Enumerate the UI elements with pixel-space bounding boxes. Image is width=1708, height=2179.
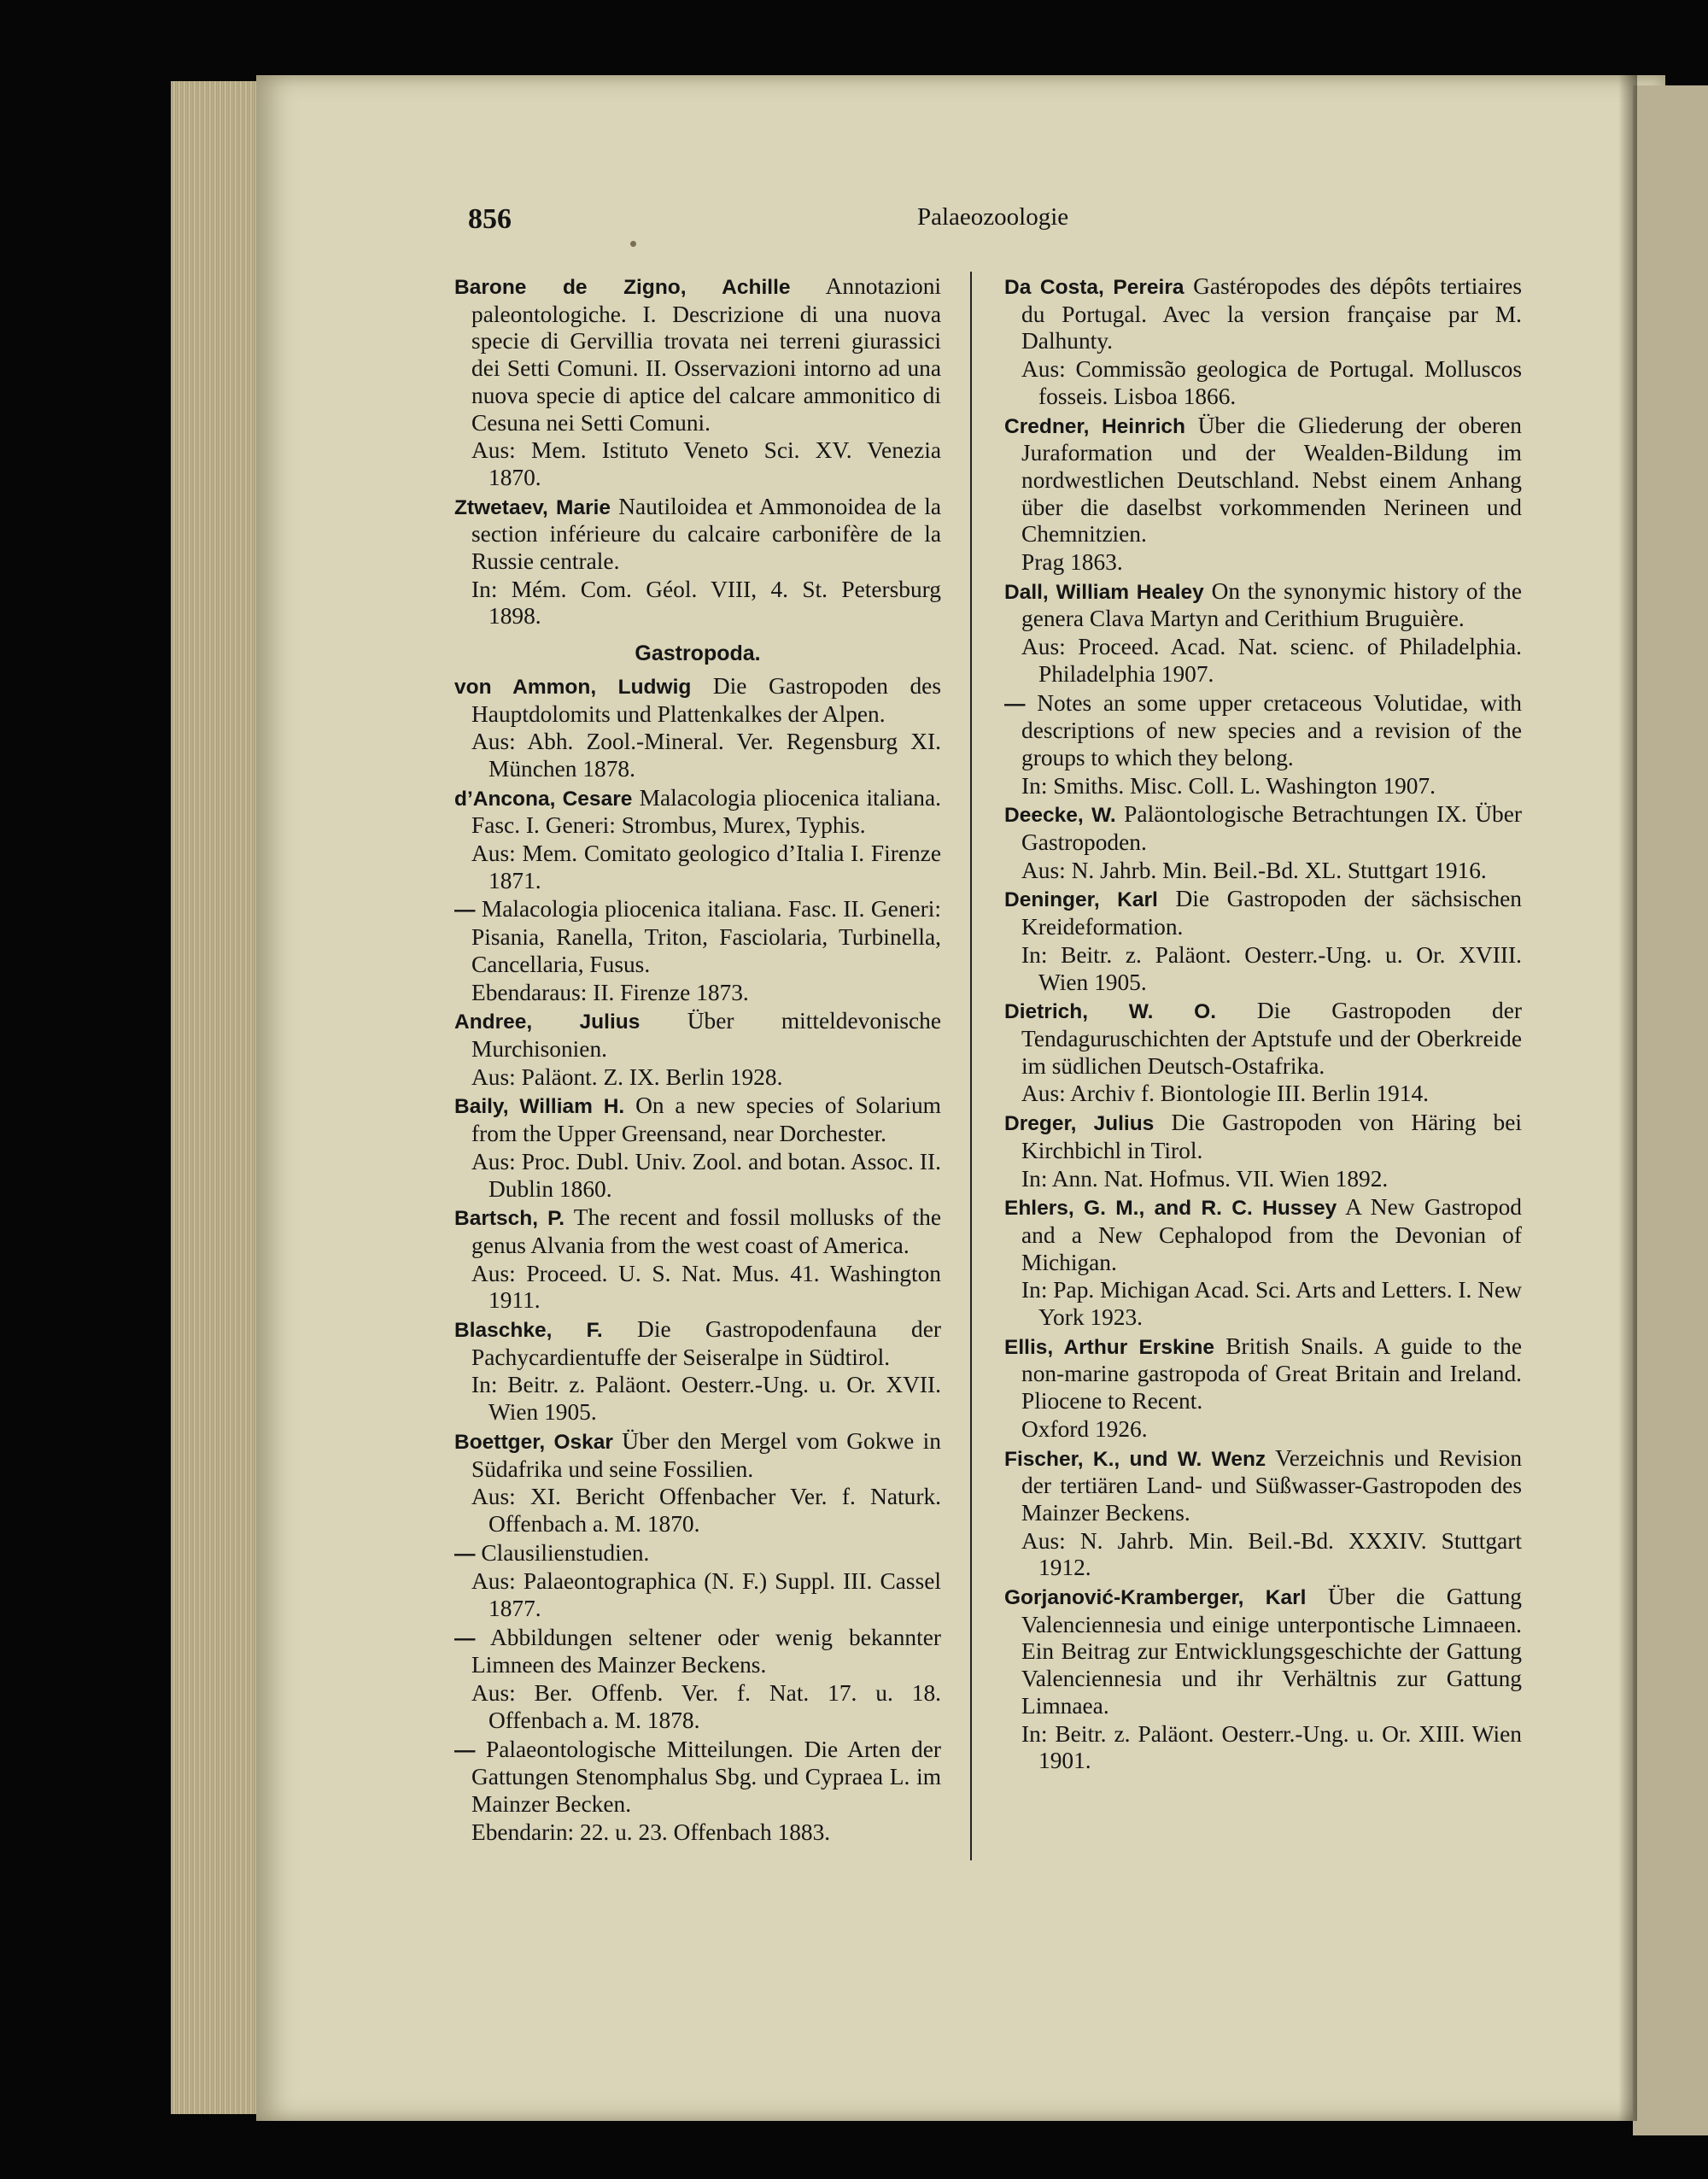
bibliography-entry bbox=[454, 1737, 941, 1819]
bibliography-entry bbox=[1004, 690, 1522, 772]
work-title: Die Gastropoden der Tendaguruschichten der Aptstufe und der Oberkreide im südlichen Deutsch-Ostafrika. bbox=[1021, 998, 1522, 1079]
author-name: Bartsch, P. bbox=[454, 1207, 565, 1231]
left-entries-top bbox=[454, 273, 941, 630]
author-name: Deecke, W. bbox=[1004, 804, 1116, 828]
column-divider bbox=[970, 272, 972, 1860]
source-reference: In: Beitr. z. Paläont. Oesterr.-Ung. u. Or. XVIII. Wien 1905. bbox=[1021, 941, 1522, 995]
left-entries bbox=[454, 673, 941, 1847]
author-name: Andree, Julius bbox=[454, 1010, 640, 1034]
bibliography-entry bbox=[1004, 1194, 1522, 1276]
work-title: Die Gastropoden von Häring bei Kirchbichl in Tirol. bbox=[1021, 1110, 1522, 1163]
author-name: — bbox=[1004, 692, 1026, 716]
source-reference: Prag 1863. bbox=[1021, 549, 1123, 576]
work-title: Die Gastropoden des Hauptdolomits und Plattenkalkes der Alpen. bbox=[471, 672, 941, 727]
bibliography-entry bbox=[454, 673, 941, 728]
source-reference: Aus: Paläont. Z. IX. Berlin 1928. bbox=[471, 1063, 783, 1090]
work-title: Palaeontologische Mitteilungen. Die Arten der Gattungen Stenomphalus Sbg. und Cypraea L. im Mainzer Becken. bbox=[471, 1736, 941, 1817]
work-title: Über den Mergel vom Gokwe in Südafrika und seine Fossilien. bbox=[471, 1427, 941, 1482]
source-reference: In: Smiths. Misc. Coll. L. Washington 1907. bbox=[1021, 772, 1436, 799]
source-reference: Aus: Commissão geologica de Portugal. Molluscos fosseis. Lisboa 1866. bbox=[1021, 356, 1522, 409]
bibliography-entry bbox=[454, 1316, 941, 1371]
work-title: Verzeichnis und Revision der tertiären Land- und Süßwasser-Gastropoden des Mainzer Beckens. bbox=[1021, 1444, 1523, 1526]
bibliography-entry bbox=[454, 1625, 941, 1679]
bibliography-entry bbox=[454, 896, 941, 978]
bibliography-entry bbox=[1004, 578, 1522, 633]
work-title: Gastéropodes des dépôts tertiaires du Portugal. Avec la version française par M. Dalhunty. bbox=[1021, 273, 1523, 354]
ink-speck bbox=[630, 241, 636, 247]
author-name: Barone de Zigno, Achille bbox=[454, 276, 791, 299]
source-reference: In: Beitr. z. Paläont. Oesterr.-Ung. u. Or. XIII. Wien 1901. bbox=[1021, 1720, 1522, 1774]
source-reference: Oxford 1926. bbox=[1021, 1415, 1148, 1442]
section-heading: Gastropoda. bbox=[635, 641, 761, 666]
bibliography-entry bbox=[1004, 1445, 1522, 1527]
bibliography-entry bbox=[1004, 998, 1522, 1080]
running-title: Palaeozoologie bbox=[917, 203, 1069, 231]
bibliography-entry bbox=[1004, 1110, 1522, 1164]
author-name: Fischer, K., und W. Wenz bbox=[1004, 1447, 1266, 1471]
author-name: von Ammon, Ludwig bbox=[454, 675, 692, 699]
source-reference: Aus: Proceed. Acad. Nat. scienc. of Philadelphia. Philadelphia 1907. bbox=[1021, 634, 1522, 687]
author-name: Boettger, Oskar bbox=[454, 1430, 613, 1454]
work-title: Abbildungen seltener oder wenig bekannter Limneen des Mainzer Beckens. bbox=[471, 1624, 941, 1678]
bibliography-entry bbox=[454, 785, 941, 840]
work-title: Die Gastropodenfauna der Pachycardientuffe der Seiseralpe in Südtirol. bbox=[471, 1316, 941, 1370]
bibliography-entry bbox=[454, 273, 941, 436]
source-reference: Aus: XI. Bericht Offenbacher Ver. f. Naturk. Offenbach a. M. 1870. bbox=[471, 1484, 941, 1537]
author-name: Dietrich, W. O. bbox=[1004, 1000, 1217, 1024]
work-title: Über mitteldevonische Murchisonien. bbox=[471, 1008, 941, 1062]
bibliography-entry bbox=[454, 1428, 941, 1483]
source-reference: In: Pap. Michigan Acad. Sci. Arts and Letters. I. New York 1923. bbox=[1021, 1277, 1522, 1331]
work-title: Notes an some upper cretaceous Volutidae, with descriptions of new species and a revision of the groups to which they belong. bbox=[1021, 689, 1522, 770]
work-title: Annotazioni paleontologiche. I. Descrizione di una nuova specie di Gervillia trovata nei terreni giurassici dei Setti Comuni. II. Osservazioni intorno ad una nuova specie di aptice del calcare ammonitico di Cesuna nei Setti Comuni. bbox=[471, 273, 941, 436]
source-reference: Aus: Abh. Zool.-Mineral. Ver. Regensburg XI. München 1878. bbox=[471, 729, 941, 782]
bibliography-entry bbox=[454, 494, 941, 576]
work-title: A New Gastropod and a New Cephalopod from the Devonian of Michigan. bbox=[1021, 1194, 1522, 1275]
work-title: Paläontologische Betrachtungen IX. Über Gastropoden. bbox=[1021, 801, 1523, 856]
author-name: Baily, William H. bbox=[454, 1095, 625, 1119]
author-name: Dall, William Healey bbox=[1004, 580, 1204, 604]
author-name: Da Costa, Pereira bbox=[1004, 276, 1184, 299]
author-name: Credner, Heinrich bbox=[1004, 414, 1185, 438]
source-reference: Aus: Ber. Offenb. Ver. f. Nat. 17. u. 18. Offenbach a. M. 1878. bbox=[471, 1680, 941, 1733]
source-reference: In: Mém. Com. Géol. VIII, 4. St. Petersburg 1898. bbox=[471, 576, 941, 630]
bibliography-entry bbox=[454, 1204, 941, 1259]
author-name: Ehlers, G. M., and R. C. Hussey bbox=[1004, 1197, 1337, 1221]
author-name: Gorjanović-Kramberger, Karl bbox=[1004, 1586, 1307, 1610]
work-title: Malacologia pliocenica italiana. Fasc. II. Generi: Pisania, Ranella, Triton, Fasciolaria, Turbinella, Cancellaria, Fusus. bbox=[471, 896, 941, 977]
author-name: d’Ancona, Cesare bbox=[454, 787, 633, 811]
source-reference: Aus: Proc. Dubl. Univ. Zool. and botan. Assoc. II. Dublin 1860. bbox=[471, 1148, 941, 1202]
bibliography-entry bbox=[1004, 801, 1522, 856]
right-column bbox=[1004, 273, 1522, 1777]
source-reference: Aus: Palaeontographica (N. F.) Suppl. III. Cassel 1877. bbox=[471, 1568, 941, 1622]
bibliography-entry bbox=[454, 1540, 941, 1568]
source-reference: Ebendaraus: II. Firenze 1873. bbox=[471, 979, 749, 1005]
work-title: Malacologia pliocenica italiana. Fasc. I. Generi: Strombus, Murex, Typhis. bbox=[471, 784, 941, 839]
work-title: The recent and fossil mollusks of the genus Alvania from the west coast of America. bbox=[471, 1204, 941, 1258]
work-title: On a new species of Solarium from the Upper Greensand, near Dorchester. bbox=[471, 1092, 941, 1147]
work-title: Über die Gliederung der oberen Juraformation und der Wealden-Bildung im nordwestlichen Deutschland. Nebst einem Anhang über die daselbst vorkommenden Nerineen und Chemnitzien. bbox=[1021, 412, 1522, 548]
author-name: — bbox=[454, 1626, 476, 1650]
author-name: Deninger, Karl bbox=[1004, 888, 1158, 912]
source-reference: Aus: Proceed. U. S. Nat. Mus. 41. Washington 1911. bbox=[471, 1260, 941, 1314]
source-reference: Aus: Archiv f. Biontologie III. Berlin 1914. bbox=[1021, 1081, 1429, 1107]
source-reference: In: Ann. Nat. Hofmus. VII. Wien 1892. bbox=[1021, 1165, 1389, 1192]
bibliography-entry bbox=[1004, 886, 1522, 940]
source-reference: Aus: N. Jahrb. Min. Beil.-Bd. XL. Stuttgart 1916. bbox=[1021, 857, 1487, 883]
facing-page-edge bbox=[1633, 85, 1708, 2135]
work-title: Die Gastropoden der sächsischen Kreideformation. bbox=[1021, 886, 1522, 940]
source-reference: Aus: N. Jahrb. Min. Beil.-Bd. XXXIV. Stuttgart 1912. bbox=[1021, 1527, 1522, 1581]
author-name: Dreger, Julius bbox=[1004, 1112, 1155, 1136]
author-name: Ellis, Arthur Erskine bbox=[1004, 1335, 1214, 1359]
author-name: Blaschke, F. bbox=[454, 1319, 603, 1343]
left-column bbox=[454, 273, 941, 1848]
bibliography-entry bbox=[454, 1092, 941, 1147]
author-name: Ztwetaev, Marie bbox=[454, 495, 611, 519]
gutter-shadow bbox=[1618, 75, 1637, 2121]
work-title: Über die Gattung Valenciennesia und einige unterpontische Limnaeen. Ein Beitrag zur Entwicklungsgeschichte der Gattung Valenciennesia und ihr Verhältnis zur Gattung Limnaea. bbox=[1021, 1584, 1522, 1719]
bibliography-entry bbox=[1004, 1333, 1522, 1415]
source-reference: Aus: Mem. Istituto Veneto Sci. XV. Venezia 1870. bbox=[471, 437, 941, 490]
author-name: — bbox=[454, 1738, 476, 1762]
work-title: On the synonymic history of the genera Clava Martyn and Cerithium Bruguière. bbox=[1021, 577, 1522, 632]
bibliography-entry bbox=[1004, 413, 1522, 549]
author-name: — bbox=[454, 1542, 476, 1566]
work-title: Nautiloidea et Ammonoidea de la section inférieure du calcaire carbonifère de la Russie centrale. bbox=[471, 493, 941, 575]
source-reference: Aus: Mem. Comitato geologico d’Italia I. Firenze 1871. bbox=[471, 841, 941, 893]
work-title: British Snails. A guide to the non-marine gastropoda of Great Britain and Ireland. Pliocene to Recent. bbox=[1021, 1333, 1522, 1415]
source-reference: In: Beitr. z. Paläont. Oesterr.-Ung. u. Or. XVII. Wien 1905. bbox=[471, 1372, 941, 1426]
bibliography-entry bbox=[1004, 1584, 1522, 1720]
right-entries bbox=[1004, 273, 1522, 1775]
work-title: Clausilienstudien. bbox=[481, 1539, 650, 1566]
bibliography-entry bbox=[1004, 273, 1522, 355]
author-name: — bbox=[454, 899, 476, 923]
bibliography-entry bbox=[454, 1008, 941, 1063]
source-reference: Ebendarin: 22. u. 23. Offenbach 1883. bbox=[471, 1819, 831, 1845]
page-number: 856 bbox=[468, 203, 512, 235]
